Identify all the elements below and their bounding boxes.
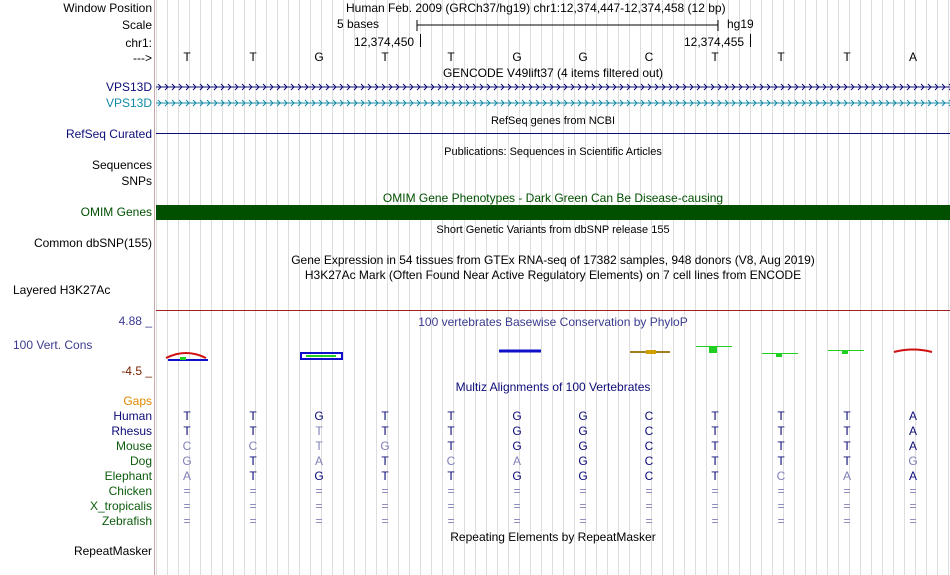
alignment-base: T	[249, 454, 257, 468]
species-chicken[interactable]: Chicken	[108, 484, 152, 498]
alignment-base: A	[908, 409, 917, 423]
alignment-base: =	[843, 499, 851, 513]
window-position-label[interactable]: Window Position	[63, 1, 152, 15]
species-mouse[interactable]: Mouse	[115, 439, 152, 453]
alignment-base: G	[578, 424, 588, 438]
snps-track-label[interactable]: SNPs	[121, 174, 152, 188]
alignment-base: =	[315, 484, 323, 498]
track-labels	[0, 0, 152, 575]
alignment-base: C	[644, 409, 654, 423]
ruler-scale-text: 5 bases	[337, 17, 380, 31]
refseq-gene-line[interactable]	[156, 133, 950, 134]
alignment-base: T	[381, 409, 389, 423]
alignment-base: =	[315, 499, 323, 513]
alignment-base: =	[711, 484, 719, 498]
label-separator	[154, 0, 155, 575]
alignment-base: G	[314, 409, 324, 423]
gencode-track-title: GENCODE V49lift37 (4 items filtered out)	[442, 66, 664, 80]
multiz-track-title: Multiz Alignments of 100 Vertebrates	[455, 380, 651, 394]
alignment-base: =	[447, 484, 455, 498]
sequences-track-label[interactable]: Sequences	[91, 158, 152, 172]
dbsnp-track-label[interactable]: Common dbSNP(155)	[33, 236, 152, 250]
refseq-track-title: RefSeq genes from NCBI	[490, 115, 616, 127]
base-letter: G	[578, 50, 588, 64]
alignment-base: =	[447, 499, 455, 513]
alignment-base: A	[908, 424, 917, 438]
ruler-position-text: Human Feb. 2009 (GRCh37/hg19) chr1:12,374,447-12,374,458 (12 bp)	[346, 1, 726, 15]
alignment-base: =	[711, 514, 719, 528]
alignment-base: G	[182, 454, 192, 468]
strand-toggle[interactable]: --->	[133, 51, 152, 65]
alignment-base: =	[447, 514, 455, 528]
alignment-base: A	[842, 469, 851, 483]
alignment-base: T	[249, 469, 257, 483]
alignment-base: =	[183, 484, 191, 498]
alignment-base: T	[843, 424, 851, 438]
alignment-base: =	[381, 484, 389, 498]
alignment-base: =	[249, 514, 257, 528]
alignment-base: T	[183, 424, 191, 438]
assembly-label: hg19	[727, 17, 754, 31]
alignment-base: =	[513, 499, 521, 513]
base-letter: T	[777, 50, 785, 64]
alignment-base: =	[579, 499, 587, 513]
gene-label-vps13d-2[interactable]: VPS13D	[105, 96, 152, 110]
gene-label-vps13d-1[interactable]: VPS13D	[105, 80, 152, 94]
alignment-base: C	[644, 469, 654, 483]
alignment-base: =	[777, 499, 785, 513]
alignment-base: =	[315, 514, 323, 528]
alignment-base: =	[645, 499, 653, 513]
repeatmasker-track-label[interactable]: RepeatMasker	[73, 544, 152, 558]
alignment-base: G	[512, 439, 522, 453]
alignment-base: =	[711, 499, 719, 513]
h3k27ac-signal-baseline	[156, 310, 950, 311]
alignment-base: T	[447, 439, 455, 453]
alignment-base: T	[777, 409, 785, 423]
vps13d-gene-2[interactable]	[156, 99, 950, 107]
alignment-base: C	[644, 439, 654, 453]
conservation-track-label[interactable]: 100 Vert. Cons	[13, 338, 93, 352]
alignment-base: G	[578, 469, 588, 483]
ruler-tick-1	[420, 34, 421, 47]
alignment-base: T	[843, 409, 851, 423]
species-elephant[interactable]: Elephant	[104, 469, 152, 483]
alignment-base: =	[513, 514, 521, 528]
ruler-tick-label-1: 12,374,450	[354, 35, 415, 49]
alignment-base: T	[315, 439, 323, 453]
gtex-track-title: Gene Expression in 54 tissues from GTEx RNA-seq of 17382 samples, 948 donors (V8, Aug 2019)	[291, 253, 815, 267]
alignment-base: G	[578, 454, 588, 468]
phylop-track-title: 100 vertebrates Basewise Conservation by PhyloP	[418, 315, 688, 329]
alignment-base: =	[909, 484, 917, 498]
alignment-base: T	[183, 409, 191, 423]
ruler-tick-2	[750, 34, 751, 47]
alignment-base: A	[908, 439, 917, 453]
alignment-base: A	[314, 454, 323, 468]
alignment-base: T	[381, 454, 389, 468]
species-human[interactable]: Human	[113, 409, 152, 423]
alignment-base: =	[249, 484, 257, 498]
omim-track-label[interactable]: OMIM Genes	[80, 205, 152, 219]
alignment-base: =	[645, 484, 653, 498]
species-x-tropicalis[interactable]: X_tropicalis	[89, 499, 152, 513]
dbsnp-track-title: Short Genetic Variants from dbSNP release 155	[436, 224, 670, 236]
alignment-base: =	[381, 514, 389, 528]
alignment-base: =	[381, 499, 389, 513]
alignment-base: T	[711, 424, 719, 438]
alignment-base: T	[447, 469, 455, 483]
alignment-base: A	[512, 454, 521, 468]
species-zebrafish[interactable]: Zebrafish	[101, 514, 152, 528]
alignment-base: =	[579, 484, 587, 498]
base-letter: T	[711, 50, 719, 64]
alignment-base: C	[644, 424, 654, 438]
base-letter: A	[908, 50, 917, 64]
alignment-base: T	[777, 439, 785, 453]
alignment-base: G	[314, 469, 324, 483]
alignment-base: C	[644, 454, 654, 468]
alignment-base: =	[249, 499, 257, 513]
omim-track-title: OMIM Gene Phenotypes - Dark Green Can Be Disease-causing	[382, 191, 724, 205]
alignment-base: T	[711, 439, 719, 453]
conservation-plot[interactable]	[156, 340, 950, 365]
alignment-base: =	[843, 484, 851, 498]
alignment-base: T	[711, 469, 719, 483]
alignment-base: =	[579, 514, 587, 528]
alignment-base: C	[446, 454, 456, 468]
alignment-base: T	[447, 409, 455, 423]
track-data-area[interactable]	[156, 0, 950, 575]
base-letter: T	[249, 50, 257, 64]
base-letter: C	[644, 50, 654, 64]
alignment-base: T	[315, 424, 323, 438]
base-letter: G	[512, 50, 522, 64]
alignment-base: A	[182, 469, 191, 483]
alignment-base: G	[512, 469, 522, 483]
alignment-base: T	[447, 424, 455, 438]
alignment-base: =	[777, 514, 785, 528]
h3k27ac-track-title: H3K27Ac Mark (Often Found Near Active Regulatory Elements) on 7 cell lines from ENCODE	[304, 268, 802, 282]
alignment-base: T	[249, 424, 257, 438]
alignment-base: G	[380, 439, 390, 453]
chrom-label[interactable]: chr1:	[125, 36, 152, 50]
alignment-base: =	[183, 514, 191, 528]
vps13d-gene-1[interactable]	[156, 83, 950, 91]
alignment-base: G	[908, 454, 918, 468]
cons-min-label: -4.5 _	[121, 364, 152, 378]
alignment-base: T	[777, 424, 785, 438]
scale-label[interactable]: Scale	[121, 18, 152, 32]
alignment-base: T	[777, 454, 785, 468]
alignment-base: G	[512, 409, 522, 423]
cons-max-label: 4.88 _	[118, 314, 152, 328]
omim-gene-bar[interactable]	[156, 205, 950, 220]
gaps-label[interactable]: Gaps	[123, 394, 152, 408]
alignment-base: =	[645, 514, 653, 528]
alignment-base: T	[711, 409, 719, 423]
alignment-base: C	[182, 439, 192, 453]
alignment-base: =	[909, 499, 917, 513]
base-letter: T	[183, 50, 191, 64]
refseq-track-label[interactable]: RefSeq Curated	[65, 127, 152, 141]
alignment-base: =	[843, 514, 851, 528]
alignment-base: G	[578, 439, 588, 453]
ruler-tick-label-2: 12,374,455	[684, 35, 745, 49]
alignment-base: =	[909, 514, 917, 528]
base-letter: G	[314, 50, 324, 64]
publications-track-title: Publications: Sequences in Scientific Articles	[444, 146, 662, 158]
alignment-base: T	[843, 454, 851, 468]
alignment-base: A	[908, 469, 917, 483]
alignment-base: G	[578, 409, 588, 423]
species-rhesus[interactable]: Rhesus	[111, 424, 152, 438]
alignment-base: =	[513, 484, 521, 498]
base-letter: T	[381, 50, 389, 64]
alignment-base: T	[381, 469, 389, 483]
h3k27ac-track-label[interactable]: Layered H3K27Ac	[13, 283, 111, 297]
alignment-base: C	[776, 469, 786, 483]
alignment-base: T	[249, 409, 257, 423]
alignment-base: T	[711, 454, 719, 468]
base-letter: T	[447, 50, 455, 64]
alignment-base: T	[381, 424, 389, 438]
alignment-base: G	[512, 424, 522, 438]
base-letter: T	[843, 50, 851, 64]
alignment-base: =	[777, 484, 785, 498]
repeatmasker-track-title: Repeating Elements by RepeatMasker	[450, 530, 656, 544]
alignment-base: =	[183, 499, 191, 513]
scale-bar	[416, 18, 721, 32]
alignment-base: C	[248, 439, 258, 453]
species-dog[interactable]: Dog	[129, 454, 152, 468]
alignment-base: T	[843, 439, 851, 453]
